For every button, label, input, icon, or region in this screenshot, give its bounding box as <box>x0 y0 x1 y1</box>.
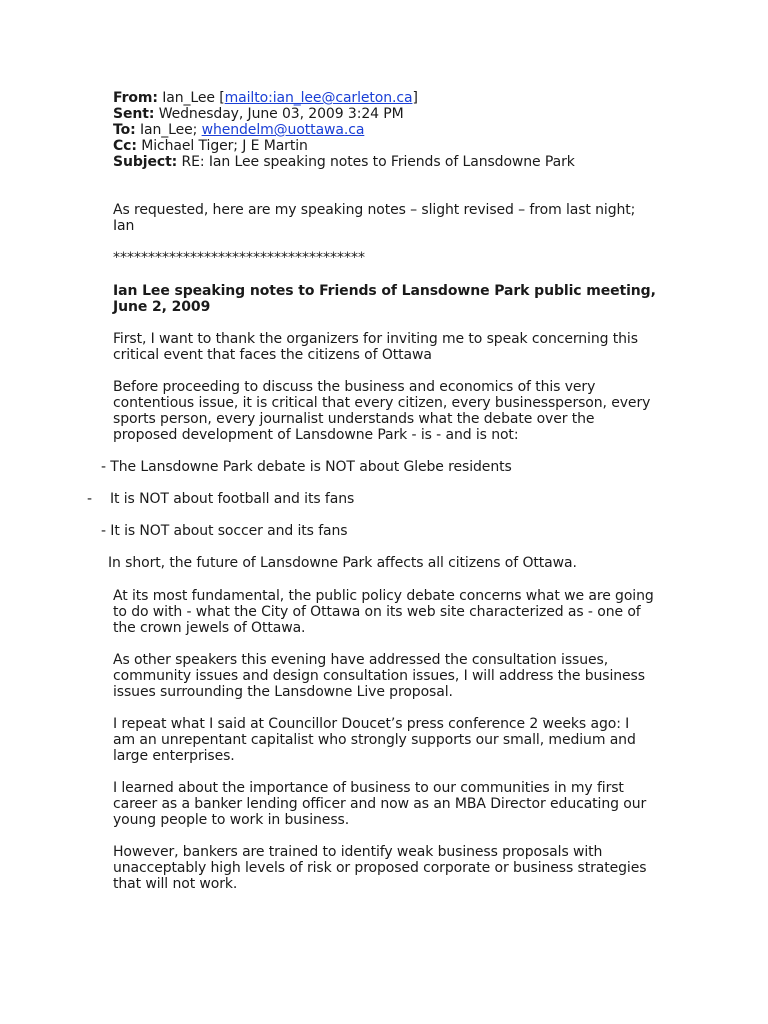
bullet-football: It is NOT about football and its fans <box>110 491 355 507</box>
para4-line-2: community issues and design consultation issues, I will address the business <box>113 668 645 684</box>
to-line <box>113 122 364 138</box>
sent-label: Sent: <box>113 106 155 122</box>
cc-line <box>113 138 308 154</box>
para3-line-1: At its most fundamental, the public policy debate concerns what we are going <box>113 588 654 604</box>
para1-line-1: First, I want to thank the organizers for inviting me to speak concerning this <box>113 331 638 347</box>
bullet-soccer: - It is NOT about soccer and its fans <box>101 523 348 539</box>
para2-line-2: contentious issue, it is critical that every citizen, every businessperson, every <box>113 395 651 411</box>
para6-line-1: I learned about the importance of business to our communities in my first <box>113 780 624 796</box>
to-email-link[interactable]: whendelm@uottawa.ca <box>201 122 365 138</box>
bullet-glebe: - The Lansdowne Park debate is NOT about Glebe residents <box>101 459 512 475</box>
para4-line-1: As other speakers this evening have addressed the consultation issues, <box>113 652 609 668</box>
para2-line-1: Before proceeding to discuss the business and economics of this very <box>113 379 596 395</box>
to-value: Ian_Lee; <box>139 122 198 138</box>
subject-line <box>113 154 575 170</box>
sent-value: Wednesday, June 03, 2009 3:24 PM <box>158 106 404 122</box>
from-value: Ian_Lee [ <box>162 90 225 106</box>
separator-stars: ************************************ <box>113 250 365 266</box>
sent-line <box>113 106 404 122</box>
para3-line-2: to do with - what the City of Ottawa on its web site characterized as - one of <box>113 604 641 620</box>
para6-line-2: career as a banker lending officer and now as an MBA Director educating our <box>113 796 647 812</box>
para3-line-3: the crown jewels of Ottawa. <box>113 620 306 636</box>
from-line <box>113 90 418 106</box>
para6-line-3: young people to work in business. <box>113 812 350 828</box>
notes-title-line-1: Ian Lee speaking notes to Friends of Lansdowne Park public meeting, <box>113 283 656 299</box>
notes-title-line-2: June 2, 2009 <box>113 299 211 315</box>
to-label: To: <box>113 122 136 138</box>
in-short-line: In short, the future of Lansdowne Park affects all citizens of Ottawa. <box>108 555 577 571</box>
cc-label: Cc: <box>113 138 137 154</box>
subject-value: RE: Ian Lee speaking notes to Friends of Lansdowne Park <box>181 154 575 170</box>
intro-line-1: As requested, here are my speaking notes – slight revised – from last night; <box>113 202 636 218</box>
from-email-link[interactable]: mailto:ian_lee@carleton.ca <box>224 90 413 106</box>
subject-label: Subject: <box>113 154 178 170</box>
para7-line-1: However, bankers are trained to identify weak business proposals with <box>113 844 603 860</box>
para4-line-3: issues surrounding the Lansdowne Live proposal. <box>113 684 453 700</box>
para5-line-2: am an unrepentant capitalist who strongly supports our small, medium and <box>113 732 636 748</box>
para5-line-1: I repeat what I said at Councillor Doucet’s press conference 2 weeks ago: I <box>113 716 630 732</box>
from-close-bracket: ] <box>412 90 418 106</box>
intro-line-2: Ian <box>113 218 135 234</box>
cc-value: Michael Tiger; J E Martin <box>141 138 308 154</box>
para2-line-4: proposed development of Lansdowne Park - is - and is not: <box>113 427 519 443</box>
para7-line-3: that will not work. <box>113 876 238 892</box>
para5-line-3: large enterprises. <box>113 748 235 764</box>
from-label: From: <box>113 90 158 106</box>
bullet-dash: - <box>87 491 92 507</box>
para1-line-2: critical event that faces the citizens of Ottawa <box>113 347 432 363</box>
para2-line-3: sports person, every journalist understands what the debate over the <box>113 411 595 427</box>
para7-line-2: unacceptably high levels of risk or proposed corporate or business strategies <box>113 860 647 876</box>
